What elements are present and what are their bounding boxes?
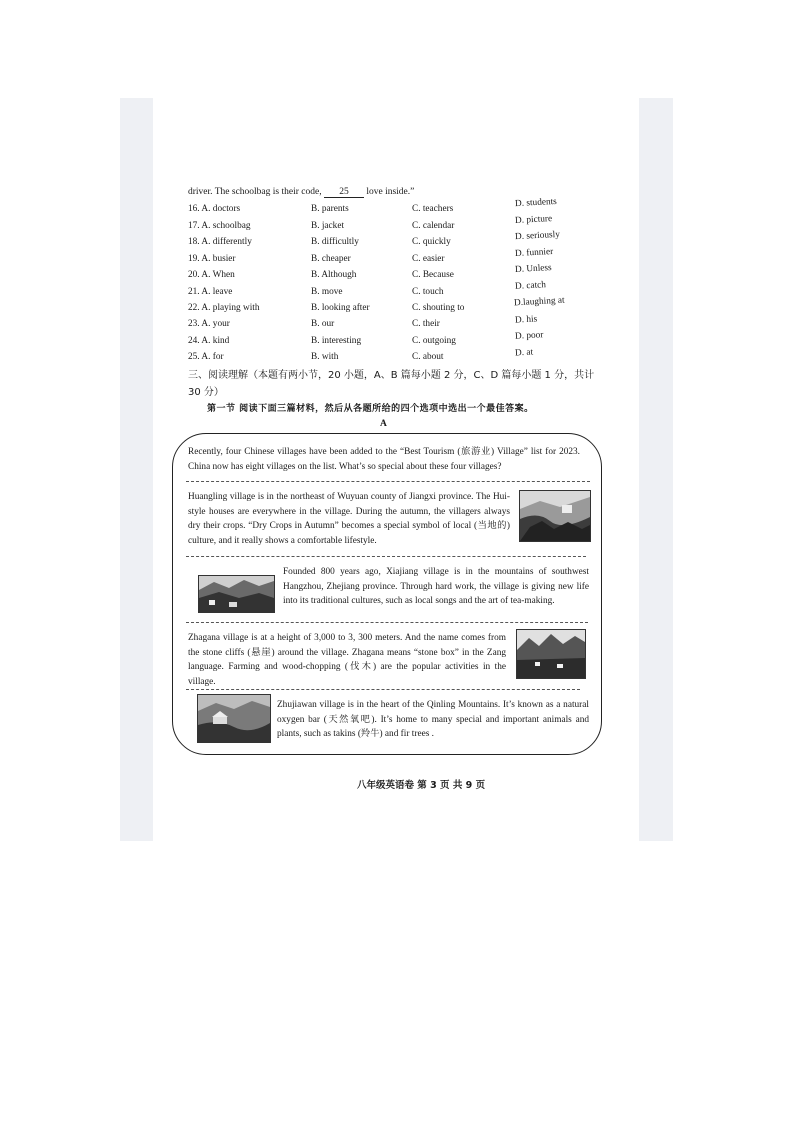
divider: [186, 556, 586, 557]
divider: [186, 622, 588, 623]
option-d: D. catch: [514, 280, 547, 292]
option-d: D.laughing at: [513, 295, 565, 309]
option-a: 21. A. leave: [188, 287, 233, 297]
option-c: C. calendar: [412, 221, 455, 231]
option-b: B. with: [311, 352, 339, 362]
option-a: 19. A. busier: [188, 254, 236, 264]
divider: [186, 481, 590, 482]
cloze-final-line: [188, 187, 414, 198]
option-b: B. Although: [311, 270, 357, 280]
option-c: C. quickly: [412, 237, 451, 247]
option-d: D. at: [514, 347, 534, 359]
option-d: D. Unless: [514, 263, 552, 275]
option-d: D. seriously: [514, 229, 561, 243]
option-c: C. shouting to: [412, 303, 465, 313]
option-a: 17. A. schoolbag: [188, 221, 251, 231]
option-b: B. cheaper: [311, 254, 351, 264]
answer-blank-25: 25: [324, 187, 364, 198]
section-title: 三、阅读理解（本题有两小节，20 小题，A、B 篇每小题 2 分，C、D 篇每小题 1 分，共计: [188, 370, 595, 381]
divider: [186, 689, 580, 690]
option-d: D. funnier: [514, 247, 554, 259]
intro-text-end: love inside.”: [363, 187, 415, 197]
paragraph-huangling: Huangling village is in the northeast of Wuyuan county of Jiangxi province. The Hui-style houses are everywhere in the village. During the autumn, the villagers always dry their crops. “Dry Crops in Autumn” becomes a special symbol of local (当地的) culture, and it really shows a comfortable lifestyle.: [188, 492, 510, 546]
option-b: B. looking after: [311, 303, 370, 313]
option-d: D. students: [514, 196, 558, 210]
huangling-village-photo: [519, 490, 591, 542]
option-b: B. move: [311, 287, 343, 297]
option-b: B. interesting: [311, 336, 362, 346]
option-a: 25. A. for: [188, 352, 224, 362]
option-a: 18. A. differently: [188, 237, 252, 247]
zhujiawan-village-photo: [197, 694, 271, 743]
option-c: C. Because: [412, 270, 454, 280]
passage-letter: A: [380, 419, 387, 429]
section-subtitle: 第一节 阅读下面三篇材料，然后从各题所给的四个选项中选出一个最佳答案。: [207, 404, 534, 414]
option-b: B. parents: [311, 204, 349, 214]
section-title-continued: 30 分）: [188, 387, 224, 398]
option-a: 22. A. playing with: [188, 303, 260, 313]
option-b: B. jacket: [311, 221, 345, 231]
option-d: D. his: [514, 314, 538, 326]
option-b: B. our: [311, 319, 335, 329]
paragraph-xiajiang: Founded 800 years ago, Xiajiang village is in the mountains of southwest Hangzhou, Zhejiang province. Through hard work, the village is giving new life into its traditional cultures, such as local songs and the art of tea-making.: [283, 567, 589, 606]
option-a: 20. A. When: [188, 270, 235, 280]
option-c: C. outgoing: [412, 336, 456, 346]
passage-intro: Recently, four Chinese villages have been added to the “Best Tourism (旅游业) Village” list for 2023. China now has eight villages on the list. What’s so special about these four villages?: [188, 447, 580, 472]
paragraph-zhujiawan: Zhujiawan village is in the heart of the Qinling Mountains. It’s known as a natural oxygen bar (天然氧吧). It’s home to many special and important animals and plants, such as takins (羚牛) and fir trees .: [277, 700, 589, 739]
option-a: 24. A. kind: [188, 336, 230, 346]
option-d: D. picture: [514, 214, 553, 226]
paragraph-zhagana: Zhagana village is at a height of 3,000 to 3, 300 meters. And the name comes from the stone cliffs (悬崖) around the village. Zhagana means “stone box” in the Zang language. Farming and wood-chopping (伐木) are the popular activities in the village.: [188, 633, 506, 687]
zhagana-village-photo: [516, 629, 586, 679]
option-a: 16. A. doctors: [188, 204, 241, 214]
option-b: B. difficultly: [311, 237, 359, 247]
option-c: C. their: [412, 319, 440, 329]
option-d: D. poor: [514, 330, 544, 342]
option-a: 23. A. your: [188, 319, 230, 329]
page-footer: 八年级英语卷 第 3 页 共 9 页: [357, 780, 486, 791]
option-c: C. touch: [412, 287, 444, 297]
option-c: C. about: [412, 352, 444, 362]
option-c: C. easier: [412, 254, 445, 264]
option-c: C. teachers: [412, 204, 454, 214]
intro-text: driver. The schoolbag is their code,: [188, 187, 324, 197]
xiajiang-village-photo: [198, 575, 275, 613]
